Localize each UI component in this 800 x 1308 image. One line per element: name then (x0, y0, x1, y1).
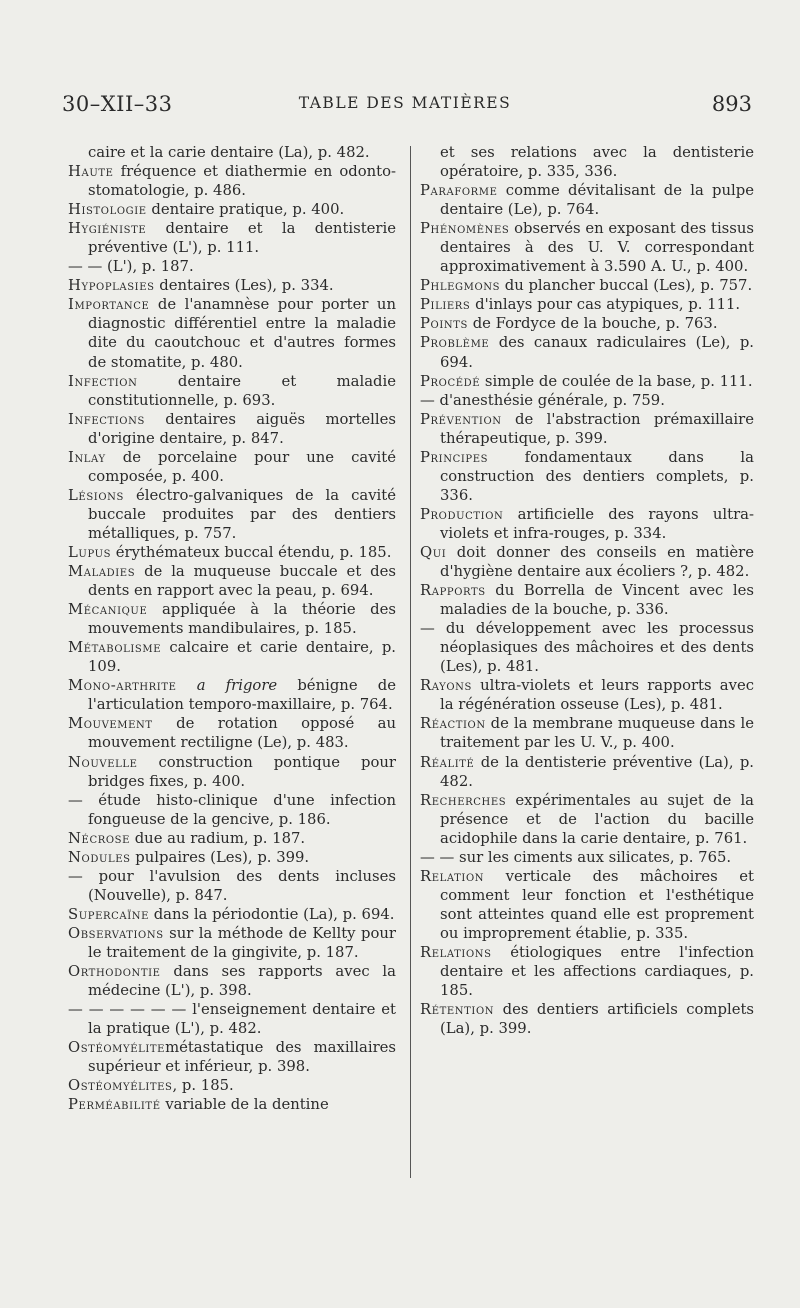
index-entry (420, 314, 754, 333)
index-entry (420, 676, 754, 714)
index-entry (68, 372, 396, 410)
entry-text: et ses relations avec la dentisterie opératoire, p. 335, 336. (440, 144, 754, 181)
entry-text: des canaux radiculaires (Le), p. 694. (440, 334, 754, 371)
entry-keyword: Réaction (420, 715, 486, 733)
index-entry (420, 543, 754, 581)
index-entry (420, 448, 754, 505)
entry-text: simple de coulée de la base, p. 111. (480, 372, 753, 390)
index-entry (68, 143, 396, 162)
entry-keyword: Haute (68, 163, 114, 181)
entry-keyword: Qui (420, 543, 447, 561)
entry-text: érythémateux buccal étendu, p. 185. (111, 543, 392, 561)
entry-keyword: Relation (420, 867, 485, 885)
entry-keyword: Relations (420, 943, 492, 961)
entry-keyword: Phlegmons (420, 277, 501, 295)
entry-keyword: Mono-arthrite (68, 677, 177, 695)
entry-text: dentaires aiguës mortelles d'origine dentaire, p. 847. (88, 410, 396, 447)
index-entry (68, 714, 396, 752)
entry-keyword: Réalité (420, 753, 475, 771)
entry-text: du plancher buccal (Les), p. 757. (500, 277, 753, 295)
index-entry (420, 410, 754, 448)
entry-keyword: Problème (420, 334, 490, 352)
entry-text: dentaire et la dentisterie préventive (L'), p. 111. (88, 220, 396, 257)
index-entry (420, 333, 754, 371)
entry-keyword: Piliers (420, 296, 471, 314)
index-entry (420, 791, 754, 848)
entry-keyword: Rétention (420, 1001, 495, 1019)
entry-text: — — sur les ciments aux silicates, p. 765. (420, 848, 732, 866)
entry-text: de porcelaine pour une cavité composée, p. 400. (88, 448, 396, 485)
index-entry (420, 753, 754, 791)
entry-text: métastatique des maxillaires supérieur et inférieur, p. 398. (88, 1039, 396, 1076)
index-entry (68, 962, 396, 1000)
entry-keyword: Histologie (68, 201, 147, 219)
entry-text: fréquence et diathermie en odonto-stomatologie, p. 486. (88, 163, 396, 200)
entry-text: — étude histo-clinique d'une infection fongueuse de la gencive, p. 186. (68, 791, 396, 828)
entry-keyword: Importance (68, 296, 150, 314)
entry-keyword: Inlay (68, 448, 106, 466)
index-entry (68, 200, 396, 219)
entry-text: de l'abstraction prémaxillaire thérapeutique, p. 399. (440, 410, 754, 447)
index-entry (420, 295, 754, 314)
entry-text: pulpaires (Les), p. 399. (130, 848, 310, 866)
page-number: 893 (711, 92, 752, 116)
index-entry (420, 276, 754, 295)
index-entry (420, 391, 754, 410)
entry-keyword: Mouvement (68, 715, 153, 733)
index-entry (68, 219, 396, 257)
index-entry (68, 600, 396, 638)
index-entry (68, 848, 396, 867)
index-entry (420, 505, 754, 543)
entry-text: observés en exposant des tissus dentaires à des U. V. correspondant approximativement à 3.590 A. U., p. 400. (440, 220, 754, 276)
index-entry (68, 257, 396, 276)
entry-text: artificielle des rayons ultra-violets et infra-rouges, p. 334. (440, 505, 754, 542)
index-entry (420, 219, 754, 276)
entry-keyword: Orthodontie (68, 963, 161, 981)
entry-text: étiologiques entre l'infection dentaire et les affections cardiaques, p. 185. (440, 943, 754, 1000)
entry-text: — du développement avec les processus néoplasiques des mâchoires et des dents (Les), p. 481. (420, 620, 754, 676)
header-title: TABLE DES MATIÈRES (298, 94, 512, 112)
entry-text: de l'anamnèse pour porter un diagnostic différentiel entre la maladie dite du caoutchouc et d'autres formes de stomatite, p. 480. (88, 296, 396, 371)
entry-keyword: Lupus (68, 543, 112, 561)
header-date: 30–XII–33 (62, 92, 173, 116)
index-entry (68, 448, 396, 486)
entry-text: — — — — — — l'enseignement dentaire et la pratique (L'), p. 482. (68, 1001, 396, 1038)
index-entry (68, 1076, 396, 1095)
index-entry (68, 1000, 396, 1038)
entry-text: dentaire et maladie constitutionnelle, p. 693. (88, 372, 396, 409)
index-entry (420, 143, 754, 181)
right-column (420, 143, 754, 1038)
index-entry (68, 410, 396, 448)
entry-text: — pour l'avulsion des dents incluses (Nouvelle), p. 847. (68, 867, 396, 904)
entry-text: sur la méthode de Kellty pour le traitement de la gingivite, p. 187. (88, 924, 396, 961)
entry-text: de la dentisterie préventive (La), p. 482. (440, 753, 754, 790)
entry-text: doit donner des conseils en matière d'hygiène dentaire aux écoliers ?, p. 482. (440, 543, 754, 581)
entry-keyword: Ostéomyélite (68, 1039, 166, 1057)
entry-text: caire et la carie dentaire (La), p. 482. (88, 144, 370, 161)
entry-text: comme dévitalisant de la pulpe dentaire (Le), p. 764. (440, 182, 754, 219)
entry-keyword: Paraforme (420, 182, 498, 200)
index-entry (68, 638, 396, 676)
entry-keyword: Prévention (420, 410, 502, 428)
entry-text: de Fordyce de la bouche, p. 763. (467, 315, 718, 333)
index-entry (68, 1038, 396, 1076)
index-entry (68, 753, 396, 791)
entry-keyword: Principes (420, 448, 489, 466)
index-entry (420, 848, 754, 867)
entry-keyword: Ostéomyélites (68, 1077, 173, 1095)
left-column (68, 143, 396, 1114)
index-entry (68, 1095, 396, 1114)
entry-keyword: Métabolisme (68, 639, 162, 657)
index-entry (68, 924, 396, 962)
entry-text: dentaires (Les), p. 334. (154, 277, 334, 295)
index-entry (420, 943, 754, 1000)
entry-text: expérimentales au sujet de la présence et de l'action du bacille acidophile dans la carie dentaire, p. 761. (440, 791, 754, 847)
entry-text: de la muqueuse buccale et des dents en rapport avec la peau, p. 694. (88, 563, 396, 600)
index-entry (420, 1000, 754, 1038)
index-entry (68, 676, 396, 714)
entry-text: fondamentaux dans la construction des dentiers complets, p. 336. (440, 448, 754, 504)
entry-text: construction pontique pour bridges fixes, p. 400. (88, 753, 396, 790)
entry-text: du Borrella de Vincent avec les maladies de la bouche, p. 336. (440, 582, 754, 619)
index-entry (68, 486, 396, 543)
entry-text: dentaire pratique, p. 400. (146, 201, 345, 219)
index-entry (68, 276, 396, 295)
index-entry (420, 372, 754, 391)
entry-keyword: Recherches (420, 791, 507, 809)
entry-keyword: Production (420, 505, 504, 523)
running-header (58, 92, 752, 122)
entry-keyword: Hygiéniste (68, 220, 147, 238)
entry-text: — — (L'), p. 187. (68, 258, 194, 276)
entry-keyword: Points (420, 315, 468, 333)
entry-text: des dentiers artificiels complets (La), p. 399. (440, 1001, 754, 1038)
index-entry (68, 295, 396, 371)
index-entry (420, 867, 754, 943)
entry-keyword: Phénomènes (420, 220, 510, 238)
entry-text: de la membrane muqueuse dans le traitement par les U. V., p. 400. (440, 715, 754, 752)
entry-text: a frigore bénigne de l'articulation temporo-maxillaire, p. 764. (88, 677, 396, 714)
entry-keyword: Infections (68, 410, 145, 428)
entry-text: calcaire et carie dentaire, p. 109. (88, 639, 396, 676)
index-entry (68, 791, 396, 829)
entry-text: due au radium, p. 187. (129, 829, 306, 847)
entry-keyword: Supercaïne (68, 905, 149, 923)
entry-keyword: Nouvelle (68, 753, 138, 771)
index-entry (420, 619, 754, 676)
entry-keyword: Procédé (420, 372, 481, 390)
entry-keyword: Nécrose (68, 829, 130, 847)
entry-keyword: Nodules (68, 848, 131, 866)
entry-text: d'inlays pour cas atypiques, p. 111. (470, 296, 741, 314)
entry-text: variable de la dentine (160, 1096, 329, 1114)
entry-text: — d'anesthésie générale, p. 759. (420, 391, 665, 409)
index-entry (68, 905, 396, 924)
entry-keyword: Observations (68, 924, 164, 942)
entry-keyword: Hypoplasies (68, 277, 155, 295)
index-entry (420, 181, 754, 219)
entry-text: électro-galvaniques de la cavité buccale produites par des dentiers métalliques, p. 757. (88, 486, 396, 542)
entry-keyword: Rapports (420, 582, 486, 600)
entry-keyword: Maladies (68, 563, 136, 581)
entry-text: dans ses rapports avec la médecine (L'), p. 398. (88, 963, 396, 1000)
column-divider (410, 146, 411, 1178)
entry-text: de rotation opposé au mouvement rectiligne (Le), p. 483. (88, 715, 396, 752)
entry-keyword: Rayons (420, 677, 472, 695)
entry-text: dans la périodontie (La), p. 694. (149, 905, 395, 923)
entry-text: , p. 185. (172, 1077, 234, 1095)
entry-keyword: Perméabilité (68, 1096, 161, 1114)
entry-text: appliquée à la théorie des mouvements mandibulaires, p. 185. (88, 601, 396, 638)
entry-text: ultra-violets et leurs rapports avec la régénération osseuse (Les), p. 481. (440, 677, 754, 714)
index-entry (420, 581, 754, 619)
index-entry (68, 543, 396, 562)
index-entry (68, 867, 396, 905)
index-entry (420, 714, 754, 752)
entry-keyword: Lésions (68, 486, 124, 504)
entry-keyword: Mécanique (68, 601, 148, 619)
entry-text: verticale des mâchoires et comment leur fonction et l'esthétique sont atteintes quand elle est proprement ou improprement établie, p. 335. (440, 867, 754, 942)
index-entry (68, 162, 396, 200)
entry-keyword: Infection (68, 372, 138, 390)
index-entry (68, 829, 396, 848)
index-entry (68, 562, 396, 600)
